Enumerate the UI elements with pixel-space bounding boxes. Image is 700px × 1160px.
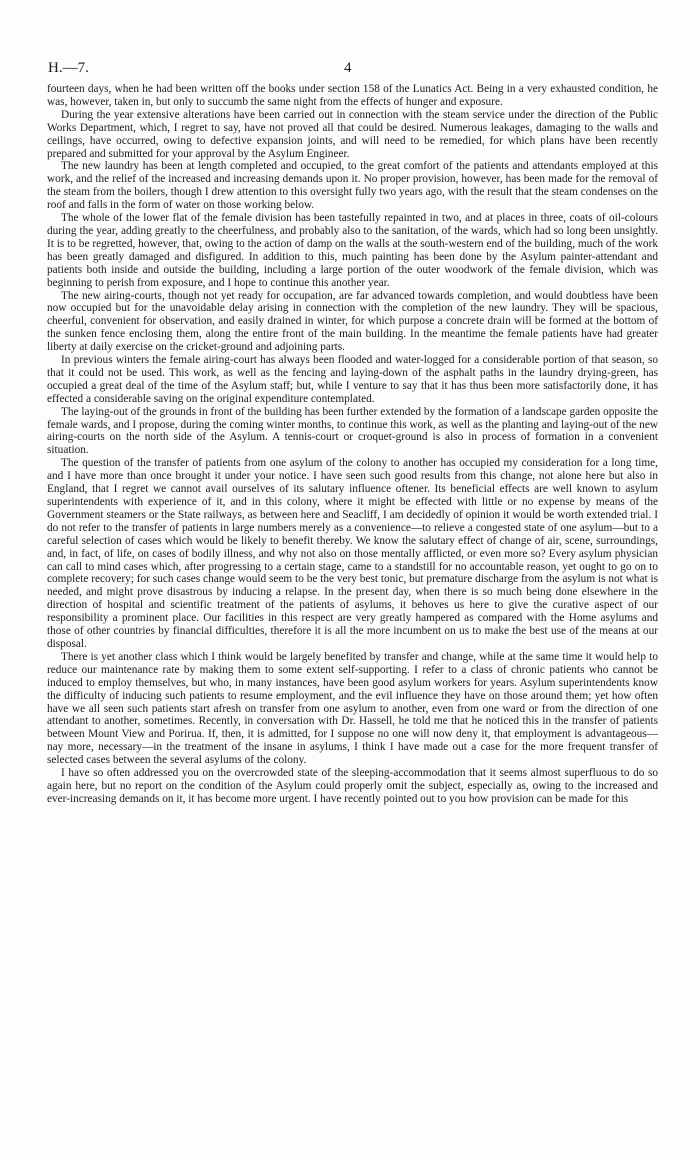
document-id: H.—7. <box>48 60 89 76</box>
paragraph: The whole of the lower flat of the female division has been tastefully repainted in two, and at places in three, coats of oil-colours during the year, adding greatly to the cheerfulness, and probably also to the sanitation, of the wards, which had so long been unsightly. It is to be regretted, however, that, owing to the action of damp on the walls at the south-western end of the building, much of the work has been greatly damaged and disfigured. In addition to this, much painting has been done by the Asylum painter-attendant and patients both inside and outside the building, including a large portion of the outer woodwork of the female division, which was beginning to perish from exposure, and I hope to continue this another year. <box>47 212 658 289</box>
paragraph: The new airing-courts, though not yet ready for occupation, are far advanced towards completion, and would doubtless have been now occupied but for the unavoidable delay arising in connection with the completion of the new laundry. They will be spacious, cheerful, convenient for observation, and easily drained in winter, for which purpose a concrete drain will be formed at the bottom of the sunken fence enclosing them, along the entire front of the main building. In the meantime the female patients have had greater liberty at daily exercise on the cricket-ground and adjoining parts. <box>47 289 658 354</box>
paragraph: fourteen days, when he had been written off the books under section 158 of the Lunatics Act. Being in a very exhausted condition, he was, however, taken in, but only to succumb the same night from the effects of hunger and exposure. <box>47 83 658 108</box>
paragraph: In previous winters the female airing-court has always been flooded and water-logged for a considerable portion of that season, so that it could not be used. This work, as well as the fencing and laying-down of the asphalt paths in the laundry drying-green, has occupied a great deal of the time of the Asylum staff; but, while I venture to say that it has thus been more satisfactorily done, it has effected a considerable saving on the original expenditure contemplated. <box>47 354 658 405</box>
page-header <box>48 60 652 78</box>
paragraph: The question of the transfer of patients from one asylum of the colony to another has occupied my consideration for a long time, and I have more than once brought it under your notice. I have seen such good results from this change, not alone here but also in England, that I regret we cannot avail ourselves of its salutary influence oftener. Its beneficial effects are well known to asylum superintendents with experience of it, and in this colony, where it might be effected with little or no expense by means of the Government steamers or the State railways, as between here and Seacliff, I am decidedly of opinion it would be worth extended trial. I do not refer to the transfer of patients in large numbers merely as a convenience—to relieve a congested state of one asylum—but to a careful selection of cases which would be likely to benefit thereby. We know the salutary effect of change of air, scene, surroundings, and, in fact, of life, on cases of bodily illness, and why not also on those mentally afflicted, or even more so? Every asylum physician can call to mind cases which, after progressing to a certain stage, came to a standstill for no accountable reason, yet ought to go on to complete recovery; for such cases change would seem to be the very best tonic, but premature discharge from the asylum is not what is needed, and might prove disastrous by inducing a relapse. In the present day, when there is so much being done elsewhere in the direction of hospital and scientific treatment of the patients of asylums, it behoves us here to give the curative aspect of our responsibility a prominent place. Our facilities in this respect are very greatly hampered as compared with the Home asylums and those of other countries by financial difficulties, therefore it is all the more incumbent on us to make the best use of the means at our disposal. <box>47 457 658 650</box>
paragraph: There is yet another class which I think would be largely benefited by transfer and change, while at the same time it would help to reduce our maintenance rate by making them to some extent self-supporting. I refer to a class of chronic patients who cannot be induced to employ themselves, but who, in many instances, have been good asylum workers for years. Asylum superintendents know the difficulty of inducing such patients to resume employment, and the evil influence they have on those around them; yet how often have we all seen such patients start afresh on transfer from one asylum to another, even from one ward or from the direction of one attendant to another, sometimes. Recently, in conversation with Dr. Hassell, he told me that he noticed this in the transfer of patients between Mount View and Porirua. If, then, it is admitted, for I suppose no one will now deny it, that employment is advantageous—nay more, necessary—in the treatment of the insane in asylums, I think I have made out a case for the more frequent transfer of selected cases between the several asylums of the colony. <box>47 650 658 767</box>
paragraph: The laying-out of the grounds in front of the building has been further extended by the formation of a landscape garden opposite the female wards, and I propose, during the coming winter months, to continue this work, as well as the planting and laying-out of the new airing-courts on the north side of the Asylum. A tennis-court or croquet-ground is also in process of formation in a convenient situation. <box>47 405 658 457</box>
page-number: 4 <box>344 60 352 76</box>
paragraph: The new laundry has been at length completed and occupied, to the great comfort of the patients and attendants employed at this work, and the relief of the increased and increasing demands upon it. No proper provision, however, has been made for the removal of the steam from the boilers, though I drew attention to this oversight fully two years ago, with the result that the steam condenses on the roof and falls in the form of water on those working below. <box>47 160 658 212</box>
body-text <box>47 83 658 806</box>
paragraph: During the year extensive alterations have been carried out in connection with the steam service under the direction of the Public Works Department, which, I regret to say, have not proved all that could be desired. Numerous leakages, damaging to the walls and ceilings, have occurred, owing to defective expansion joints, and will need to be remedied, for which plans have been recently prepared and submitted for your approval by the Asylum Engineer. <box>47 108 658 160</box>
paragraph: I have so often addressed you on the overcrowded state of the sleeping-accommodation that it seems almost superfluous to do so again here, but no report on the condition of the Asylum could properly omit the subject, especially as, owing to the increased and ever-increasing demands on it, it has become more urgent. I have recently pointed out to you how provision can be made for this <box>47 767 658 805</box>
